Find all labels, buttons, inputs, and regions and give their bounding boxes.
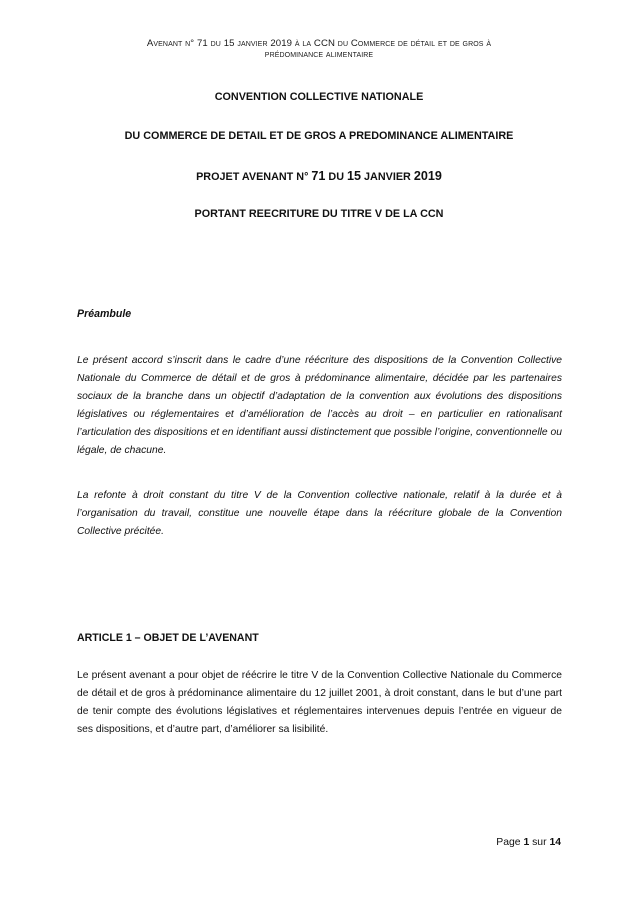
title-1-part: ONVENTION [222, 91, 290, 103]
running-header [60, 38, 578, 60]
article-1-paragraph: Le présent avenant a pour objet de réécrire le titre V de la Convention Collective Nationale du Commerce de détail et de gros à prédominance alimentaire du 12 juillet 2001, à droit constant, dans le but d’une part de tenir compte des évolutions législatives et réglementaires intervenues depuis l’entrée en vigueur de ses dispositions, et d’autre part, d’améliorer sa lisibilité. [77, 670, 562, 736]
title-2-part: C [143, 130, 152, 142]
title-3-part: 2019 [413, 169, 442, 183]
title-4-part: ITRE V DE LA [347, 208, 421, 220]
title-3-part: P [196, 171, 204, 183]
title-4-part: ORTANT REECRITURE DU [201, 208, 341, 220]
of-word: sur [532, 837, 547, 848]
title-projet-avenant [0, 169, 638, 183]
title-4-part: P [194, 208, 202, 220]
title-2-part: OMMERCE DE DETAIL ET DE GROS A PREDOMINANCE ALIMENTAIRE [151, 130, 514, 142]
title-1-part: N [361, 91, 369, 103]
page-total: 14 [549, 837, 561, 848]
page-current: 1 [523, 837, 530, 848]
header-line-2: prédominance alimentaire [264, 49, 374, 60]
title-1-part: OLLECTIVE [297, 91, 362, 103]
article-1-heading: ARTICLE 1 – OBJET DE L’AVENANT [77, 632, 259, 644]
title-3-part: DU [325, 171, 348, 183]
title-3-part: JANVIER [361, 171, 414, 183]
preambule-paragraph-2: La refonte à droit constant du titre V de la Convention collective nationale, relatif à la durée et à l’organisation du travail, constitue une nouvelle étape dans la réécriture globale de la Convention Collective précitée. [77, 490, 562, 538]
page-word: Page [496, 837, 521, 848]
page-number [496, 837, 561, 848]
title-2-part: DU [124, 130, 144, 142]
title-3-part: ROJET AVENANT N° [203, 171, 312, 183]
title-1-part: C [289, 91, 298, 103]
title-1-part: C [214, 91, 223, 103]
title-3-part: 71 [311, 169, 326, 183]
title-commerce [0, 130, 638, 142]
title-convention [0, 91, 638, 103]
title-portant [0, 208, 638, 220]
title-4-part: T [340, 208, 348, 220]
title-1-part: ATIONALE [368, 91, 424, 103]
preambule-heading: Préambule [77, 308, 132, 320]
title-4-part: CCN [420, 208, 444, 220]
title-3-part: 15 [347, 169, 362, 183]
header-line-1: Avenant n° 71 du 15 janvier 2019 à la CCN du Commerce de détail et de gros à [146, 38, 492, 49]
preambule-paragraph-1: Le présent accord s’inscrit dans le cadre d’une réécriture des dispositions de la Convention Collective Nationale du Commerce de détail et de gros à prédominance alimentaire, décidée par les partenaires sociaux de la branche dans un objectif d’adaptation de la convention aux évolutions des dispositions législatives ou réglementaires et d’amélioration de l’accès au droit – en particulier en rationalisant l’articulation des dispositions et en identifiant aussi distinctement que possible l’origine, conventionnelle ou légale, de chacune. [77, 355, 562, 457]
